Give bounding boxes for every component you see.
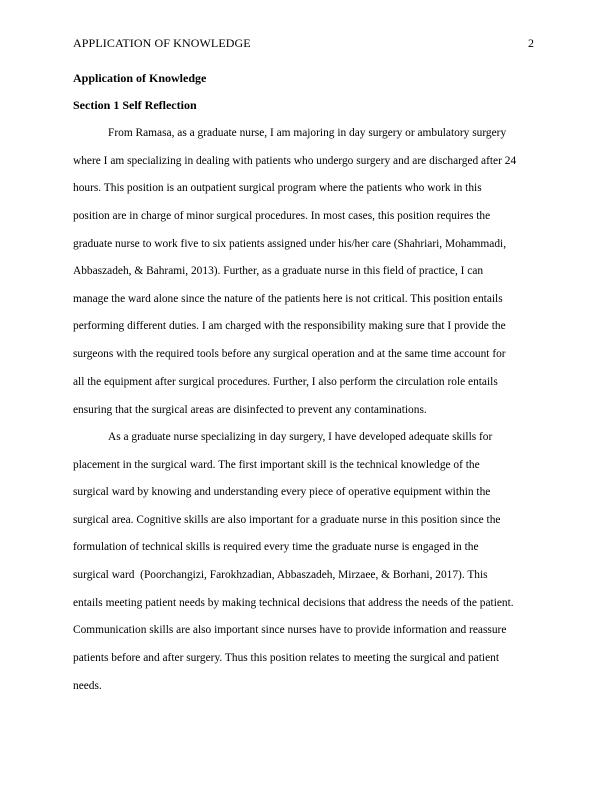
paragraph-2-line: surgical area. Cognitive skills are also important for a graduate nurse in this position since the <box>73 514 501 526</box>
paragraph-1-line: performing different duties. I am charged with the responsibility making sure that I provide the <box>73 320 506 332</box>
paragraph-1-line: ensuring that the surgical areas are disinfected to prevent any contaminations. <box>73 404 427 416</box>
paragraph-2-line: formulation of technical skills is required every time the graduate nurse is engaged in the <box>73 541 479 553</box>
paragraph-2-line: placement in the surgical ward. The first important skill is the technical knowledge of the <box>73 459 480 471</box>
paragraph-1-line: Abbaszadeh, & Bahrami, 2013). Further, as a graduate nurse in this field of practice, I can <box>73 265 484 277</box>
running-head: APPLICATION OF KNOWLEDGE <box>73 36 251 50</box>
paragraph-2-line: patients before and after surgery. Thus this position relates to meeting the surgical and patient <box>73 652 499 664</box>
paragraph-2-line: Communication skills are also important since nurses have to provide information and reassure <box>73 624 507 636</box>
paragraph-1-line: manage the ward alone since the nature of the patients here is not critical. This position entails <box>73 293 503 305</box>
page-number: 2 <box>528 36 534 50</box>
document-title: Application of Knowledge <box>73 71 207 85</box>
paragraph-1-line: where I am specializing in dealing with patients who undergo surgery and are discharged after 24 <box>73 155 517 167</box>
paragraph-1-line: position are in charge of minor surgical procedures. In most cases, this position requires the <box>73 210 491 222</box>
paragraph-1-line: graduate nurse to work five to six patients assigned under his/her care (Shahriari, Mohammadi, <box>73 238 507 250</box>
paragraph-2-line: surgical ward by knowing and understanding every piece of operative equipment within the <box>73 486 491 498</box>
paragraph-2-line: needs. <box>73 680 102 692</box>
paragraph-1-line: surgeons with the required tools before any surgical operation and at the same time account for <box>73 348 506 360</box>
paragraph-2-line: As a graduate nurse specializing in day surgery, I have developed adequate skills for <box>108 431 493 443</box>
paragraph-1-line: hours. This position is an outpatient surgical program where the patients who work in this <box>73 182 482 194</box>
paragraph-1-line: all the equipment after surgical procedures. Further, I also perform the circulation role entails <box>73 376 498 388</box>
paragraph-2-line: surgical ward (Poorchangizi, Farokhzadian, Abbaszadeh, Mirzaee, & Borhani, 2017). This <box>73 569 488 581</box>
section-heading: Section 1 Self Reflection <box>73 98 197 112</box>
paragraph-2-line: entails meeting patient needs by making technical decisions that address the needs of the patient. <box>73 597 514 609</box>
paragraph-1-line: From Ramasa, as a graduate nurse, I am majoring in day surgery or ambulatory surgery <box>108 127 507 139</box>
